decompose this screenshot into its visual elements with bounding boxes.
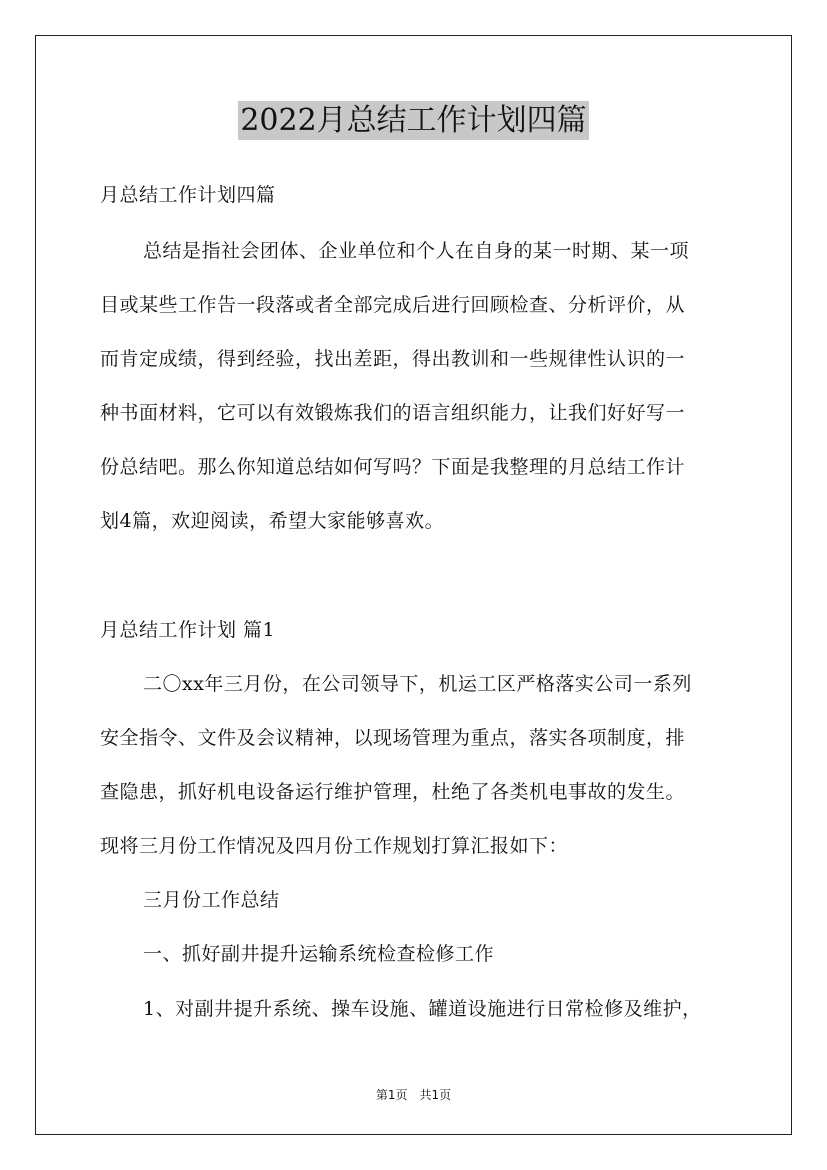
document-subtitle: 月总结工作计划四篇 [100,184,276,206]
document-title-container [0,100,827,142]
intro-line-1: 总结是指社会团体、企业单位和个人在自身的某一时期、某一项 [143,240,690,262]
section-line-3: 查隐患，抓好机电设备运行维护管理，杜绝了各类机电事故的发生。 [100,781,686,803]
sub-heading: 三月份工作总结 [143,889,280,911]
page-footer: 第1页 共1页 [375,1088,452,1102]
document-title: 2022月总结工作计划四篇 [240,103,587,138]
section-heading: 月总结工作计划 篇1 [100,619,276,641]
section-line-1: 二〇xx年三月份，在公司领导下，机运工区严格落实公司一系列 [143,673,692,695]
item-1: 1、对副井提升系统、操车设施、罐道设施进行日常检修及维护， [143,998,702,1020]
intro-line-4: 种书面材料，它可以有效锻炼我们的语言组织能力，让我们好好写一 [100,402,686,424]
intro-line-2: 目或某些工作告一段落或者全部完成后进行回顾检查、分析评价，从 [100,294,686,316]
intro-line-3: 而肯定成绩，得到经验，找出差距，得出教训和一些规律性认识的一 [100,348,686,370]
intro-line-6: 划4篇，欢迎阅读，希望大家能够喜欢。 [100,510,445,532]
intro-line-5: 份总结吧。那么你知道总结如何写吗？下面是我整理的月总结工作计 [100,456,686,478]
section-line-2: 安全指令、文件及会议精神，以现场管理为重点，落实各项制度，排 [100,727,686,749]
section-line-4: 现将三月份工作情况及四月份工作规划打算汇报如下： [100,835,569,857]
item-heading: 一、抓好副井提升运输系统检查检修工作 [143,943,495,965]
